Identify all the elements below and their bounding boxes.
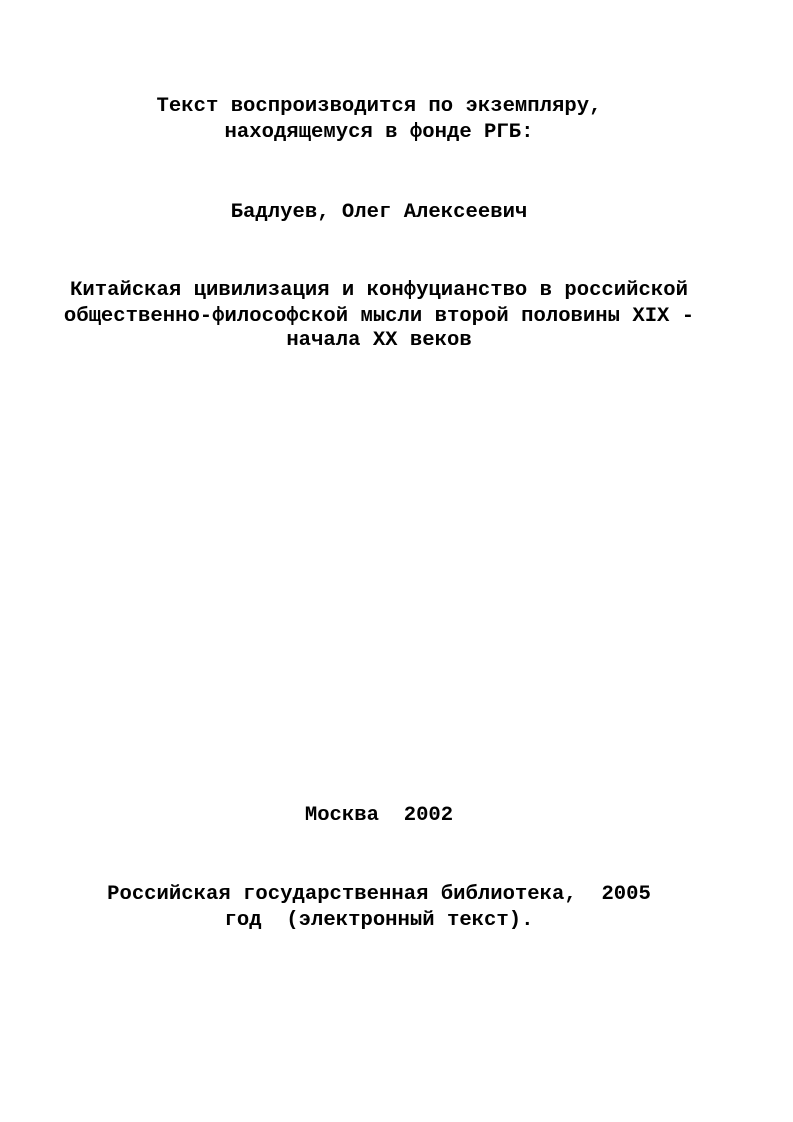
source-note-line: находящемуся в фонде РГБ: [224,121,534,144]
title-line: общественно-философской мысли второй половины XIX - [63,305,695,328]
title-line: начала XX веков [286,329,472,352]
library-note-line: Российская государственная библиотека, 2005 [107,883,651,906]
imprint-place-year: Москва 2002 [304,804,454,827]
library-note-line: год (электронный текст). [224,909,534,932]
author-name: Бадлуев, Олег Алексеевич [230,201,528,224]
source-note-line: Текст воспроизводится по экземпляру, [156,95,602,118]
title-line: Китайская цивилизация и конфуцианство в российской [70,279,688,302]
